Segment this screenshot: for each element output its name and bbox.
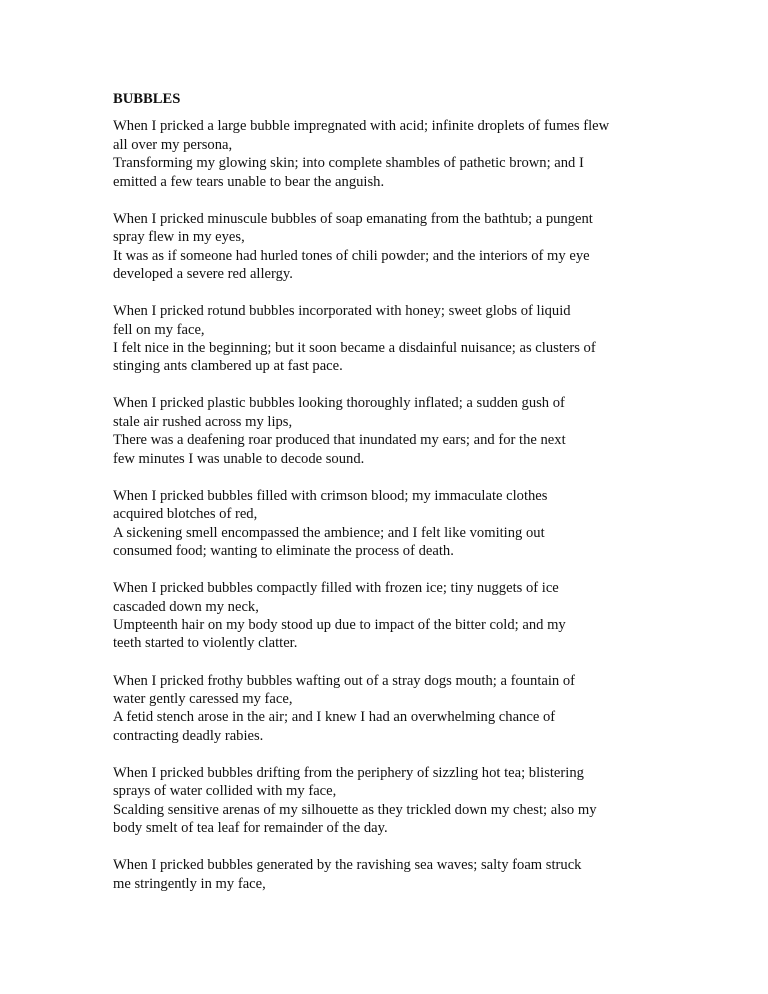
poem-line: developed a severe red allergy. [113,265,293,282]
poem-line: When I pricked rotund bubbles incorporated with honey; sweet globs of liquid [113,303,571,320]
poem-line: Umpteenth hair on my body stood up due to impact of the bitter cold; and my [113,616,566,633]
poem-line: emitted a few tears unable to bear the anguish. [113,173,385,190]
poem-line: few minutes I was unable to decode sound. [113,450,365,467]
poem-stanza [113,394,713,468]
poem-stanza [113,856,713,893]
poem-line: fell on my face, [113,321,205,338]
poem-line: Transforming my glowing skin; into complete shambles of pathetic brown; and I [113,155,584,172]
poem-stanza [113,487,713,561]
poem-line: teeth started to violently clatter. [113,635,298,652]
document-body [113,90,713,912]
poem-line: A fetid stench arose in the air; and I knew I had an overwhelming chance of [113,709,556,726]
poem-line: Scalding sensitive arenas of my silhouette as they trickled down my chest; also my [113,801,597,818]
poem-line: cascaded down my neck, [113,598,259,615]
poem-line: water gently caressed my face, [113,690,293,707]
poem-line: stinging ants clambered up at fast pace. [113,358,343,375]
poem-stanza [113,672,713,746]
poem-line: When I pricked bubbles generated by the ravishing sea waves; salty foam struck [113,857,582,874]
poem-line: stale air rushed across my lips, [113,413,293,430]
poem-line: acquired blotches of red, [113,506,258,523]
poem-line: I felt nice in the beginning; but it soon became a disdainful nuisance; as clusters of [113,339,596,356]
poem-line: consumed food; wanting to eliminate the process of death. [113,543,454,559]
poem-stanzas [113,117,713,893]
poem-stanza [113,210,713,284]
poem-line: A sickening smell encompassed the ambience; and I felt like vomiting out [113,524,545,541]
poem-title: BUBBLES [113,91,181,107]
poem-line: contracting deadly rabies. [113,727,264,744]
poem-line: When I pricked plastic bubbles looking thoroughly inflated; a sudden gush of [113,395,565,412]
poem-line: body smelt of tea leaf for remainder of the day. [113,820,388,837]
poem-line: There was a deafening roar produced that inundated my ears; and for the next [113,432,566,449]
poem-line: When I pricked bubbles compactly filled with frozen ice; tiny nuggets of ice [113,580,559,597]
poem-stanza [113,302,713,376]
poem-line: When I pricked bubbles drifting from the periphery of sizzling hot tea; blistering [113,764,584,781]
poem-stanza [113,117,713,191]
poem-line: It was as if someone had hurled tones of chili powder; and the interiors of my eye [113,247,590,264]
poem-line: When I pricked bubbles filled with crimson blood; my immaculate clothes [113,487,548,504]
poem-line: When I pricked a large bubble impregnated with acid; infinite droplets of fumes flew [113,118,610,135]
poem-stanza [113,764,713,838]
poem-line: spray flew in my eyes, [113,229,245,246]
poem-line: When I pricked frothy bubbles wafting out of a stray dogs mouth; a fountain of [113,672,576,689]
poem-line: all over my persona, [113,136,233,153]
poem-line: sprays of water collided with my face, [113,783,337,800]
poem-line: me stringently in my face, [113,875,266,892]
poem-line: When I pricked minuscule bubbles of soap emanating from the bathtub; a pungent [113,210,593,227]
poem-stanza [113,579,713,653]
